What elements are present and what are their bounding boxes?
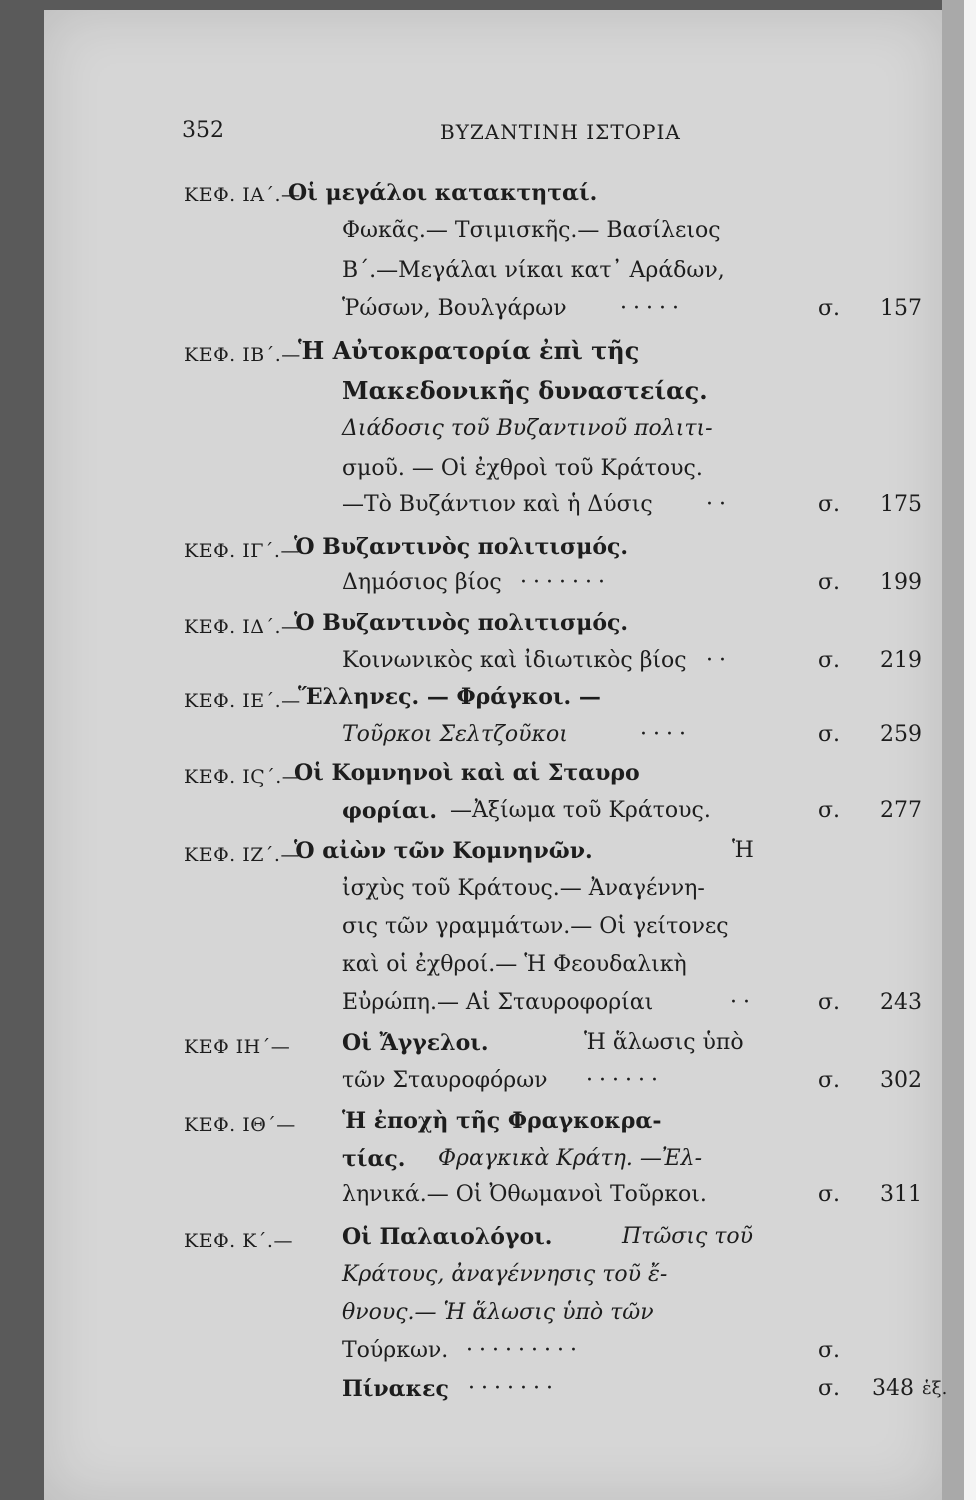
page-ref: 311: [880, 1182, 922, 1207]
chapter-line: Β΄.—Μεγάλαι νίκαι κατ᾽ Αράδων,: [342, 258, 725, 283]
leader-dots: ·····: [620, 296, 685, 321]
chapter-title: Οἱ Ἄγγελοι.: [342, 1030, 489, 1056]
chapter-label: ΚΕΦ. ΙΕ΄.—: [184, 690, 301, 712]
chapter-line: Τούρκων.: [342, 1338, 449, 1363]
leader-dots: ··: [706, 492, 732, 517]
page-ref: 302: [880, 1068, 922, 1093]
page-abbrev: σ.: [818, 1376, 841, 1401]
chapter-title-tail: Πτῶσις τοῦ: [622, 1224, 754, 1249]
chapter-label: ΚΕΦ. ΙΔ΄.—: [184, 616, 301, 638]
chapter-line: Τοῦρκοι Σελτζοῦκοι: [342, 722, 568, 747]
chapter-line: Διάδοσις τοῦ Βυζαντινοῦ πολιτι-: [342, 416, 713, 441]
chapter-line: Φραγκικὰ Κράτη. —Ἐλ-: [438, 1146, 703, 1171]
chapter-title: Ὁ Βυζαντινὸς πολιτισμός.: [294, 610, 629, 636]
chapter-line: —Ἀξίωμα τοῦ Κράτους.: [450, 798, 711, 823]
chapter-line: Εὐρώπη.— Αἱ Σταυροφορίαι: [342, 990, 654, 1015]
page-header: [0, 118, 976, 148]
chapter-label: ΚΕΦ. ΙΒ΄.—: [184, 344, 301, 366]
chapter-line: Κοινωνικὸς καὶ ἰδιωτικὸς βίος: [342, 648, 687, 673]
chapter-line: Δημόσιος βίος: [342, 570, 502, 595]
leader-dots: ······: [586, 1068, 664, 1093]
page-ref: 277: [880, 798, 922, 823]
page-ref: 259: [880, 722, 922, 747]
page-abbrev: σ.: [818, 1182, 841, 1207]
chapter-line: τίας.: [342, 1146, 406, 1172]
leader-dots: ··: [730, 990, 756, 1015]
page-ref: 157: [880, 296, 922, 321]
chapter-label: ΚΕΦ ΙΗ΄—: [184, 1036, 291, 1058]
chapter-line: —Τὸ Βυζάντιον καὶ ἡ Δύσις: [342, 492, 653, 517]
chapter-label: ΚΕΦ. ΙϚ΄.—: [184, 766, 302, 788]
page-ref: 243: [880, 990, 922, 1015]
page-ref: 175: [880, 492, 922, 517]
chapter-line: ἰσχὺς τοῦ Κράτους.— Ἀναγέννη-: [342, 876, 705, 901]
leader-dots: ·······: [468, 1376, 559, 1401]
chapter-title: Ὁ αἰὼν τῶν Κομνηνῶν.: [294, 838, 593, 864]
chapter-line: θνους.— Ἡ ἅλωσις ὑπὸ τῶν: [342, 1300, 654, 1325]
running-title: ΒΥΖΑΝΤΙΝΗ ΙΣΤΟΡΙΑ: [440, 120, 681, 144]
chapter-title: Οἱ Παλαιολόγοι.: [342, 1224, 553, 1250]
page-abbrev: σ.: [818, 722, 841, 747]
page-edge-light: [964, 0, 976, 1500]
page-ref: 348: [872, 1376, 914, 1401]
chapter-title: Οἱ μεγάλοι κατακτηταί.: [288, 180, 598, 206]
chapter-line: Ῥώσων, Βουλγάρων: [342, 296, 567, 321]
chapter-label: ΚΕΦ. ΙΘ΄—: [184, 1114, 296, 1136]
chapter-title: Ὁ Βυζαντινὸς πολιτισμός.: [294, 534, 629, 560]
chapter-title-tail: Ἡ ἅλωσις ὑπὸ: [584, 1030, 744, 1055]
leader-dots: ····: [640, 722, 692, 747]
chapter-label: ΚΕΦ. ΙΑ΄.—: [184, 184, 301, 206]
chapter-title-tail: Ἡ: [732, 838, 754, 863]
leader-dots: ·········: [466, 1338, 583, 1363]
page-ref: 199: [880, 570, 922, 595]
page-abbrev: σ.: [818, 648, 841, 673]
chapter-label: ΚΕΦ. Κ΄.—: [184, 1230, 293, 1252]
page-ref: 219: [880, 648, 922, 673]
page-abbrev: σ.: [818, 492, 841, 517]
page-abbrev: σ.: [818, 296, 841, 321]
chapter-line: Κράτους, ἀναγέννησις τοῦ ἔ-: [342, 1262, 668, 1287]
chapter-line: σμοῦ. — Οἱ ἐχθροὶ τοῦ Κράτους.: [342, 456, 703, 481]
chapter-line: φορίαι.: [342, 798, 438, 824]
chapter-title: Ἡ Αὐτοκρατορία ἐπὶ τῆς: [298, 336, 640, 365]
leader-dots: ··: [706, 648, 732, 673]
chapter-line: Φωκᾶς.— Τσιμισκῆς.— Βασίλειος: [342, 218, 721, 243]
page-abbrev: σ.: [818, 1338, 841, 1363]
page-abbrev: σ.: [818, 990, 841, 1015]
page-number: 352: [182, 118, 224, 143]
chapter-title: Οἱ Κομνηνοὶ καὶ αἱ Σταυρο: [294, 760, 640, 786]
chapter-line: ληνικά.— Οἱ Ὀθωμανοὶ Τοῦρκοι.: [342, 1182, 707, 1207]
page-suffix: ἑξ.: [922, 1378, 948, 1399]
chapter-label: ΚΕΦ. ΙΖ΄.—: [184, 844, 300, 866]
page-abbrev: σ.: [818, 1068, 841, 1093]
page-abbrev: σ.: [818, 570, 841, 595]
page-abbrev: σ.: [818, 798, 841, 823]
chapter-line: τῶν Σταυροφόρων: [342, 1068, 548, 1093]
chapter-line: καὶ οἱ ἐχθροί.— Ἡ Φεουδαλικὴ: [342, 952, 687, 977]
chapter-title: Ἡ ἐποχὴ τῆς Φραγκοκρα-: [342, 1108, 662, 1134]
chapter-title: Ἕλληνες. — Φράγκοι. —: [298, 684, 601, 710]
chapter-title: Μακεδονικῆς δυναστείας.: [342, 376, 708, 405]
chapter-line: σις τῶν γραμμάτων.— Οἱ γείτονες: [342, 914, 729, 939]
chapter-label: ΚΕΦ. ΙΓ΄.—: [184, 540, 300, 562]
leader-dots: ·······: [520, 570, 611, 595]
index-title: Πίνακες: [342, 1376, 449, 1402]
